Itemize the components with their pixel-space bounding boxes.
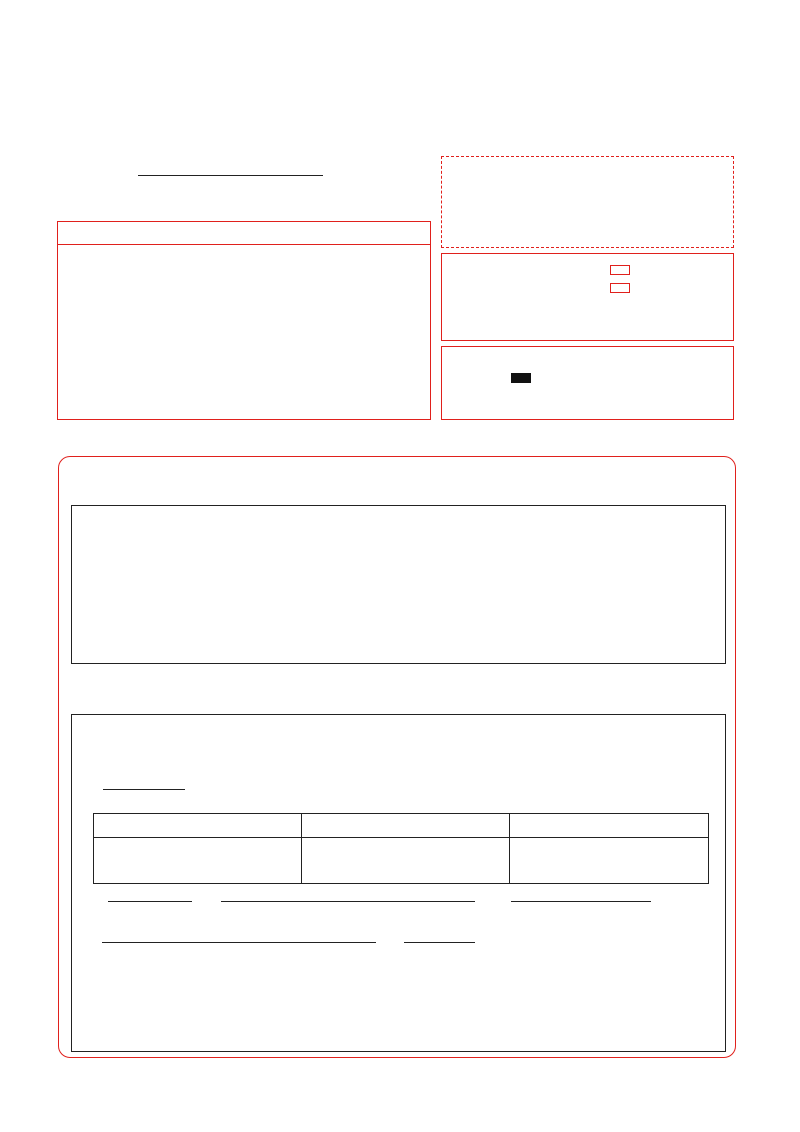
- table-cell[interactable]: [94, 838, 302, 884]
- part1-box: [71, 505, 726, 664]
- answer-line[interactable]: [103, 789, 185, 790]
- absent-mark-box[interactable]: [610, 265, 630, 275]
- table-header: [302, 814, 510, 838]
- answer-line[interactable]: [108, 901, 192, 902]
- table-cell[interactable]: [510, 838, 709, 884]
- forbidden-box: [441, 253, 734, 341]
- sample-box: [441, 346, 734, 420]
- table-header: [94, 814, 302, 838]
- table-header: [510, 814, 709, 838]
- answer-line[interactable]: [102, 942, 376, 943]
- answer-line[interactable]: [404, 942, 475, 943]
- answer-line[interactable]: [221, 901, 475, 902]
- part2-box: [71, 714, 726, 1052]
- answer-line[interactable]: [511, 901, 651, 902]
- violation-mark-box[interactable]: [610, 283, 630, 293]
- barcode-area: [441, 156, 734, 248]
- notice-box: [57, 221, 431, 420]
- table-cell[interactable]: [302, 838, 510, 884]
- filled-sample: [511, 373, 531, 383]
- notice-title: [58, 222, 430, 245]
- experiment-table: [93, 813, 709, 884]
- name-field[interactable]: [138, 175, 323, 176]
